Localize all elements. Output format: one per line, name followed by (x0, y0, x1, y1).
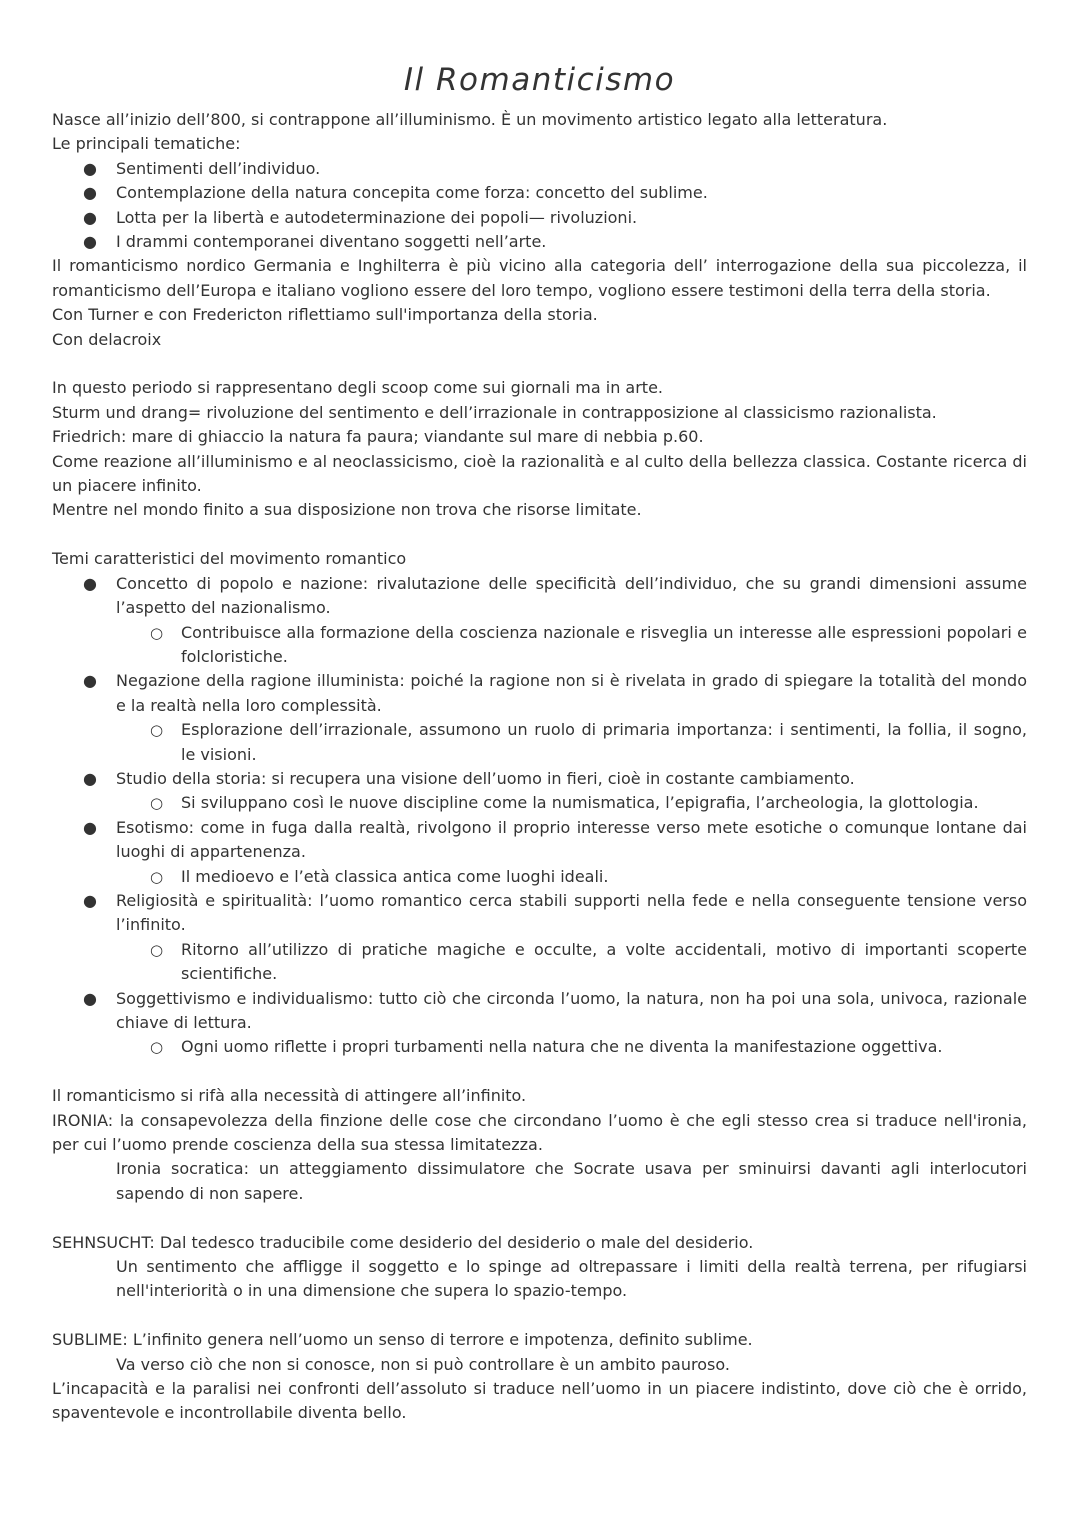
circle-bullet-icon: ○ (150, 867, 164, 886)
list-item: ○ Il medioevo e l’età classica antica come luoghi ideali. (181, 865, 1027, 889)
circle-bullet-icon: ○ (150, 721, 164, 740)
sub-list (116, 621, 1027, 670)
sehnsucht-detail: Un sentimento che affligge il soggetto e lo spinge ad oltrepassare i limiti della realtà terrena, per rifugiarsi nell'interiorità o in una dimensione che supera lo spazio-tempo. (116, 1257, 1027, 1301)
intro-paragraph-1: Nasce all’inizio dell’800, si contrappone all’illuminismo. È un movimento artistico legato alla letteratura. (52, 110, 888, 129)
list-item: ● Contemplazione della natura concepita come forza: concetto del sublime. (116, 181, 1027, 205)
sub-list (116, 938, 1027, 987)
ironia-intro: Il romanticismo si rifà alla necessità di attingere all’infinito. (52, 1086, 527, 1106)
bullet-icon: ● (83, 158, 97, 178)
themes-bullet-list (52, 157, 1027, 255)
list-item: ● Sentimenti dell’individuo. (116, 157, 1027, 181)
spacer (52, 1304, 1027, 1328)
page-title: Il Romanticismo (403, 62, 676, 98)
list-item: ○ Contribuisce alla formazione della coscienza nazionale e risveglia un interesse alle espressioni popolari e folcloristiche. (150, 622, 1027, 666)
list-item: ● I drammi contemporanei diventano soggetti nell’arte. (116, 230, 1027, 254)
bullet-icon: ● (83, 890, 97, 910)
bullet-icon: ● (83, 817, 97, 837)
bullet-icon: ● (83, 232, 97, 252)
circle-bullet-icon: ○ (150, 794, 164, 813)
list-item: ● Soggettivismo e individualismo: tutto ciò che circonda l’uomo, la natura, non ha poi una sola, univoca, razionale chiave di lettura. ○ Ogni uomo riflette i propri turbamenti nella natura che ne diventa la manifestazione oggettiva. (116, 987, 1027, 1060)
section2-paragraph-5: Mentre nel mondo finito a sua disposizione non trova che risorse limitate. (52, 500, 642, 520)
spacer (52, 523, 1027, 547)
sub-list (116, 1035, 1027, 1059)
sehnsucht-definition: SEHNSUCHT: Dal tedesco traducibile come desiderio del desiderio o male del desiderio. (52, 1232, 754, 1252)
list-item: ● Lotta per la libertà e autodeterminazione dei popoli— rivoluzioni. (116, 206, 1027, 230)
sub-list (116, 718, 1027, 767)
bullet-icon: ● (83, 768, 97, 788)
sublime-detail: Va verso ciò che non si conosce, non si può controllare è un ambito pauroso. (116, 1354, 730, 1374)
themes-list (52, 572, 1027, 1060)
circle-bullet-icon: ○ (150, 940, 164, 959)
sub-list (116, 791, 1027, 815)
circle-bullet-icon: ○ (150, 1038, 164, 1057)
list-item: ● Negazione della ragione illuminista: poiché la ragione non si è rivelata in grado di spiegare la totalità del mondo e la realtà nella loro complessità. ○ Esplorazione dell’irrazionale, assumono un ruolo di primaria importanza: i sentimenti, la follia, il sogno, le visioni. (116, 669, 1027, 767)
list-item: ○ Ogni uomo riflette i propri turbamenti nella natura che ne diventa la manifestazione oggettiva. (181, 1035, 1027, 1059)
intro-paragraph-3: Il romanticismo nordico Germania e Inghilterra è più vicino alla categoria dell’ interrogazione della sua piccolezza, il romanticismo dell’Europa e italiano vogliono essere del loro tempo, vogliono essere testimoni della terra della storia. (52, 256, 1027, 300)
section2-paragraph-2: Sturm und drang= rivoluzione del sentimento e dell’irrazionale in contrapposizione al classicismo razionalista. (52, 402, 937, 422)
list-item: ● Religiosità e spiritualità: l’uomo romantico cerca stabili supporti nella fede e nella conseguente tensione verso l’infinito. ○ Ritorno all’utilizzo di pratiche magiche e occulte, a volte accidentali, motivo di importanti scoperte scientifiche. (116, 889, 1027, 987)
section2-paragraph-4: Come reazione all’illuminismo e al neoclassicismo, cioè la razionalità e al culto della bellezza classica. Costante ricerca di un piacere infinito. (52, 451, 1027, 496)
circle-bullet-icon: ○ (150, 623, 164, 642)
bullet-icon: ● (83, 183, 97, 203)
ironia-definition: IRONIA: la consapevolezza della finzione delle cose che circondano l’uomo è che egli stesso crea si traduce nell'ironia, per cui l’uomo prende coscienza della sua stessa limitatezza. (52, 1110, 1027, 1155)
sublime-definition: SUBLIME: L’infinito genera nell’uomo un senso di terrore e impotenza, definito sublime. (52, 1330, 753, 1350)
bullet-icon: ● (83, 207, 97, 227)
list-item: ● Studio della storia: si recupera una visione dell’uomo in fieri, cioè in costante cambiamento. ○ Si sviluppano così le nuove discipline come la numismatica, l’epigrafia, l’archeologia, la glottologia. (116, 767, 1027, 816)
list-item: ○ Si sviluppano così le nuove discipline come la numismatica, l’epigrafia, l’archeologia, la glottologia. (181, 791, 1027, 815)
spacer (52, 1060, 1027, 1084)
spacer (52, 1206, 1027, 1230)
list-item: ● Esotismo: come in fuga dalla realtà, rivolgono il proprio interesse verso mete esotiche o comunque lontane dai luoghi di appartenenza. ○ Il medioevo e l’età classica antica come luoghi ideali. (116, 816, 1027, 889)
bullet-icon: ● (83, 671, 97, 691)
list-item: ○ Esplorazione dell’irrazionale, assumono un ruolo di primaria importanza: i sentimenti, la follia, il sogno, le visioni. (150, 720, 1027, 764)
bullet-icon: ● (83, 988, 97, 1008)
section2-paragraph-3: Friedrich: mare di ghiaccio la natura fa paura; viandante sul mare di nebbia p.60. (52, 427, 704, 447)
intro-paragraph-4: Con Turner e con Fredericton riflettiamo sull'importanza della storia. (52, 305, 598, 325)
list-item: ○ Ritorno all’utilizzo di pratiche magiche e occulte, a volte accidentali, motivo di importanti scoperte scientifiche. (150, 939, 1027, 984)
sublime-conclusion: L’incapacità e la paralisi nei confronti dell’assoluto si traduce nell’uomo in un piacere indistinto, dove ciò che è orrido, spaventevole e incontrollabile diventa bello. (52, 1379, 1027, 1423)
document-page (52, 58, 1027, 1426)
list-item: ● Concetto di popolo e nazione: rivalutazione delle specificità dell’individuo, che su grandi dimensioni assume l’aspetto del nazionalismo. ○ Contribuisce alla formazione della coscienza nazionale e risveglia un interesse alle espressioni popolari e folcloristiche. (116, 572, 1027, 670)
sub-list (116, 865, 1027, 889)
intro-paragraph-2: Le principali tematiche: (52, 134, 241, 154)
spacer (52, 352, 1027, 376)
bullet-icon: ● (83, 573, 97, 593)
ironia-socratica: Ironia socratica: un atteggiamento dissimulatore che Socrate usava per sminuirsi davanti agli interlocutori sapendo di non sapere. (116, 1159, 1027, 1203)
intro-paragraph-5: Con delacroix (52, 329, 162, 349)
themes-heading: Temi caratteristici del movimento romantico (52, 549, 407, 569)
section2-paragraph-1: In questo periodo si rappresentano degli scoop come sui giornali ma in arte. (52, 378, 663, 398)
